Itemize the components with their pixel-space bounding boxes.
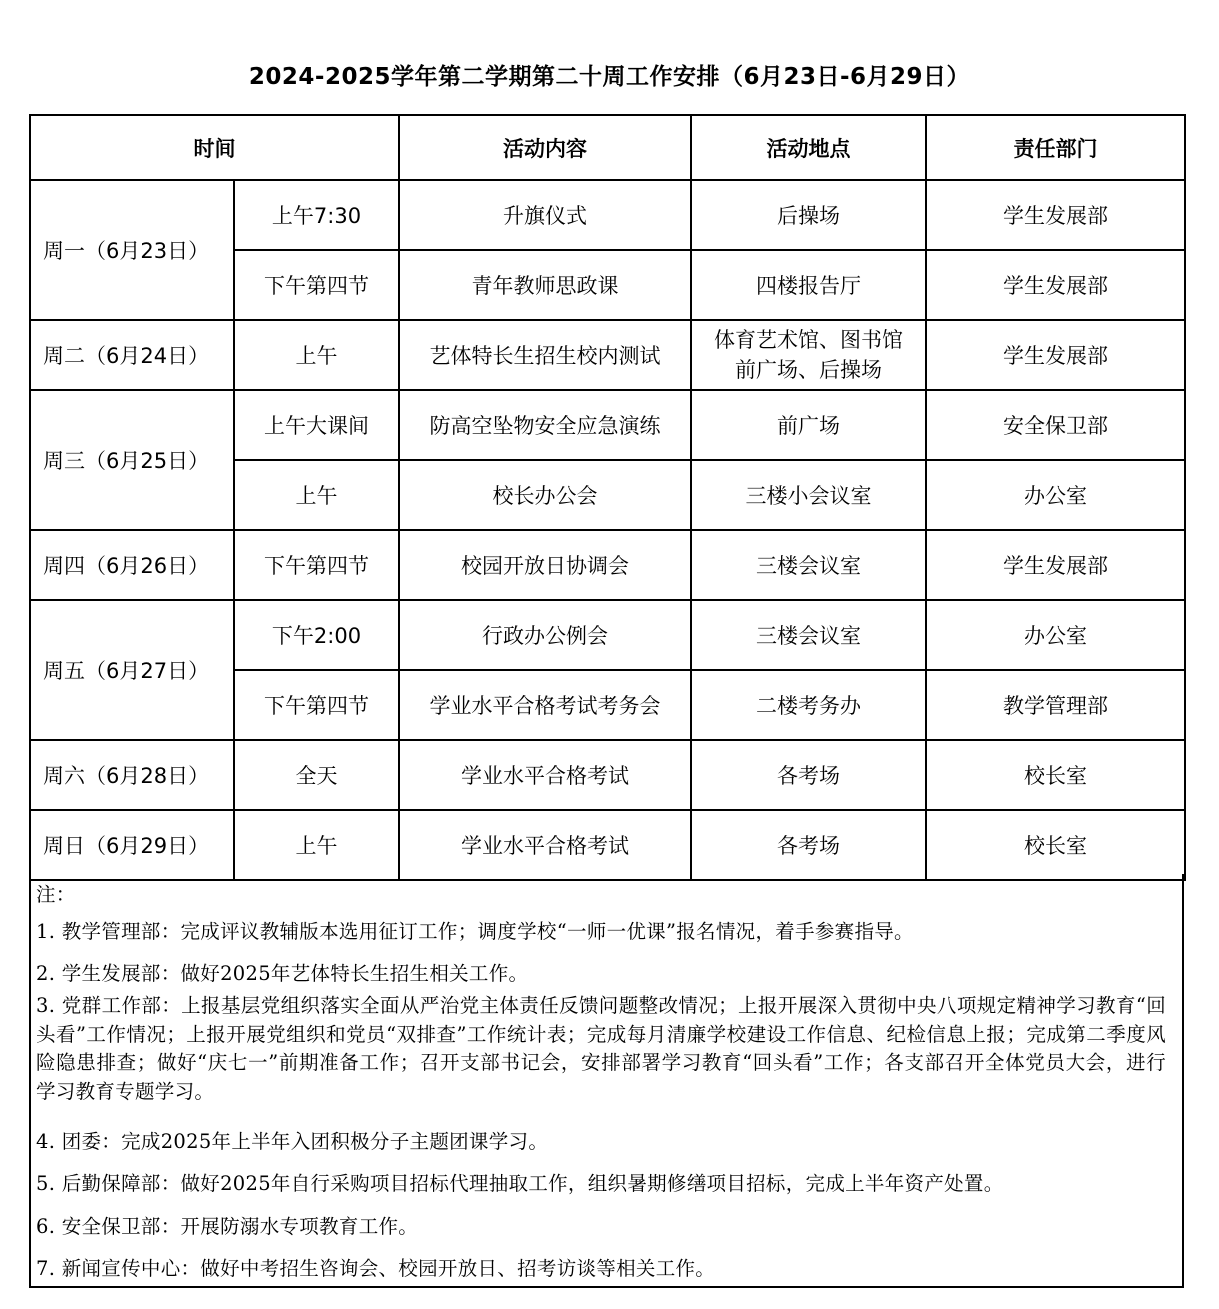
content-cell: 学业水平合格考试 — [399, 810, 691, 880]
content-cell: 校园开放日协调会 — [399, 530, 691, 600]
location-cell — [691, 320, 926, 390]
header-dept: 责任部门 — [926, 115, 1185, 180]
table-row — [30, 390, 1185, 460]
dept-cell: 办公室 — [926, 460, 1185, 530]
day-cell: 周一（6月23日） — [30, 180, 234, 320]
day-cell: 周四（6月26日） — [30, 530, 234, 600]
time-cell: 上午大课间 — [234, 390, 399, 460]
note-item: 6. 安全保卫部：开展防溺水专项教育工作。 — [36, 1215, 419, 1238]
note-item: 2. 学生发展部：做好2025年艺体特长生招生相关工作。 — [36, 962, 529, 985]
note-item: 3. 党群工作部：上报基层党组织落实全面从严治党主体责任反馈问题整改情况；上报开展深入贯彻中央八项规定精神学习教育“回头看”工作情况；上报开展党组织和党员“双排查”工作统计表；完成每月清廉学校建设工作信息、纪检信息上报；完成第二季度风险隐患排查；做好“庆七一”前期准备工作；召开支部书记会，安排部署学习教育“回头看”工作；各支部召开全体党员大会，进行学习教育专题学习。 — [36, 994, 1166, 1103]
dept-cell: 学生发展部 — [926, 320, 1185, 390]
time-cell: 全天 — [234, 740, 399, 810]
location-cell: 三楼会议室 — [691, 600, 926, 670]
location-cell: 四楼报告厅 — [691, 250, 926, 320]
location-cell: 各考场 — [691, 740, 926, 810]
dept-cell: 学生发展部 — [926, 180, 1185, 250]
header-time: 时间 — [30, 115, 399, 180]
time-cell: 上午7:30 — [234, 180, 399, 250]
time-cell: 上午 — [234, 810, 399, 880]
location-cell: 三楼小会议室 — [691, 460, 926, 530]
page-title: 2024-2025学年第二学期第二十周工作安排（6月23日-6月29日） — [248, 64, 971, 90]
table-row — [30, 810, 1185, 880]
table-row — [30, 530, 1185, 600]
dept-cell: 学生发展部 — [926, 530, 1185, 600]
content-cell: 学业水平合格考试考务会 — [399, 670, 691, 740]
table-row — [30, 600, 1185, 670]
day-cell: 周二（6月24日） — [30, 320, 234, 390]
header-location: 活动地点 — [691, 115, 926, 180]
day-cell: 周五（6月27日） — [30, 600, 234, 740]
notes-label: 注： — [36, 883, 76, 906]
dept-cell: 学生发展部 — [926, 250, 1185, 320]
dept-cell: 安全保卫部 — [926, 390, 1185, 460]
note-item: 7. 新闻宣传中心：做好中考招生咨询会、校园开放日、招考访谈等相关工作。 — [36, 1257, 716, 1280]
time-cell: 上午 — [234, 460, 399, 530]
dept-cell: 校长室 — [926, 740, 1185, 810]
content-cell: 升旗仪式 — [399, 180, 691, 250]
dept-cell: 办公室 — [926, 600, 1185, 670]
header-content: 活动内容 — [399, 115, 691, 180]
location-cell: 三楼会议室 — [691, 530, 926, 600]
time-cell: 下午第四节 — [234, 670, 399, 740]
content-cell: 青年教师思政课 — [399, 250, 691, 320]
table-row — [30, 180, 1185, 250]
note-item: 5. 后勤保障部：做好2025年自行采购项目招标代理抽取工作，组织暑期修缮项目招标，完成上半年资产处置。 — [36, 1172, 1004, 1195]
note-item: 4. 团委：完成2025年上半年入团积极分子主题团课学习。 — [36, 1130, 549, 1153]
notes-box — [29, 874, 1184, 1288]
time-cell: 下午第四节 — [234, 250, 399, 320]
content-cell: 行政办公例会 — [399, 600, 691, 670]
location-cell: 各考场 — [691, 810, 926, 880]
dept-cell: 教学管理部 — [926, 670, 1185, 740]
location-cell: 前广场 — [691, 390, 926, 460]
time-cell: 上午 — [234, 320, 399, 390]
location-cell: 二楼考务办 — [691, 670, 926, 740]
day-cell: 周六（6月28日） — [30, 740, 234, 810]
dept-cell: 校长室 — [926, 810, 1185, 880]
table-row — [30, 320, 1185, 390]
table-header-row — [30, 115, 1185, 180]
day-cell: 周三（6月25日） — [30, 390, 234, 530]
content-cell: 艺体特长生招生校内测试 — [399, 320, 691, 390]
content-cell: 学业水平合格考试 — [399, 740, 691, 810]
schedule-table — [29, 114, 1186, 881]
content-cell: 校长办公会 — [399, 460, 691, 530]
location-line: 前广场、后操场 — [735, 358, 882, 382]
note-item: 1. 教学管理部：完成评议教辅版本选用征订工作；调度学校“一师一优课”报名情况，着手参赛指导。 — [36, 920, 914, 943]
content-cell: 防高空坠物安全应急演练 — [399, 390, 691, 460]
day-cell: 周日（6月29日） — [30, 810, 234, 880]
table-row — [30, 740, 1185, 810]
location-cell: 后操场 — [691, 180, 926, 250]
location-line: 体育艺术馆、图书馆 — [714, 328, 903, 352]
time-cell: 下午2:00 — [234, 600, 399, 670]
time-cell: 下午第四节 — [234, 530, 399, 600]
